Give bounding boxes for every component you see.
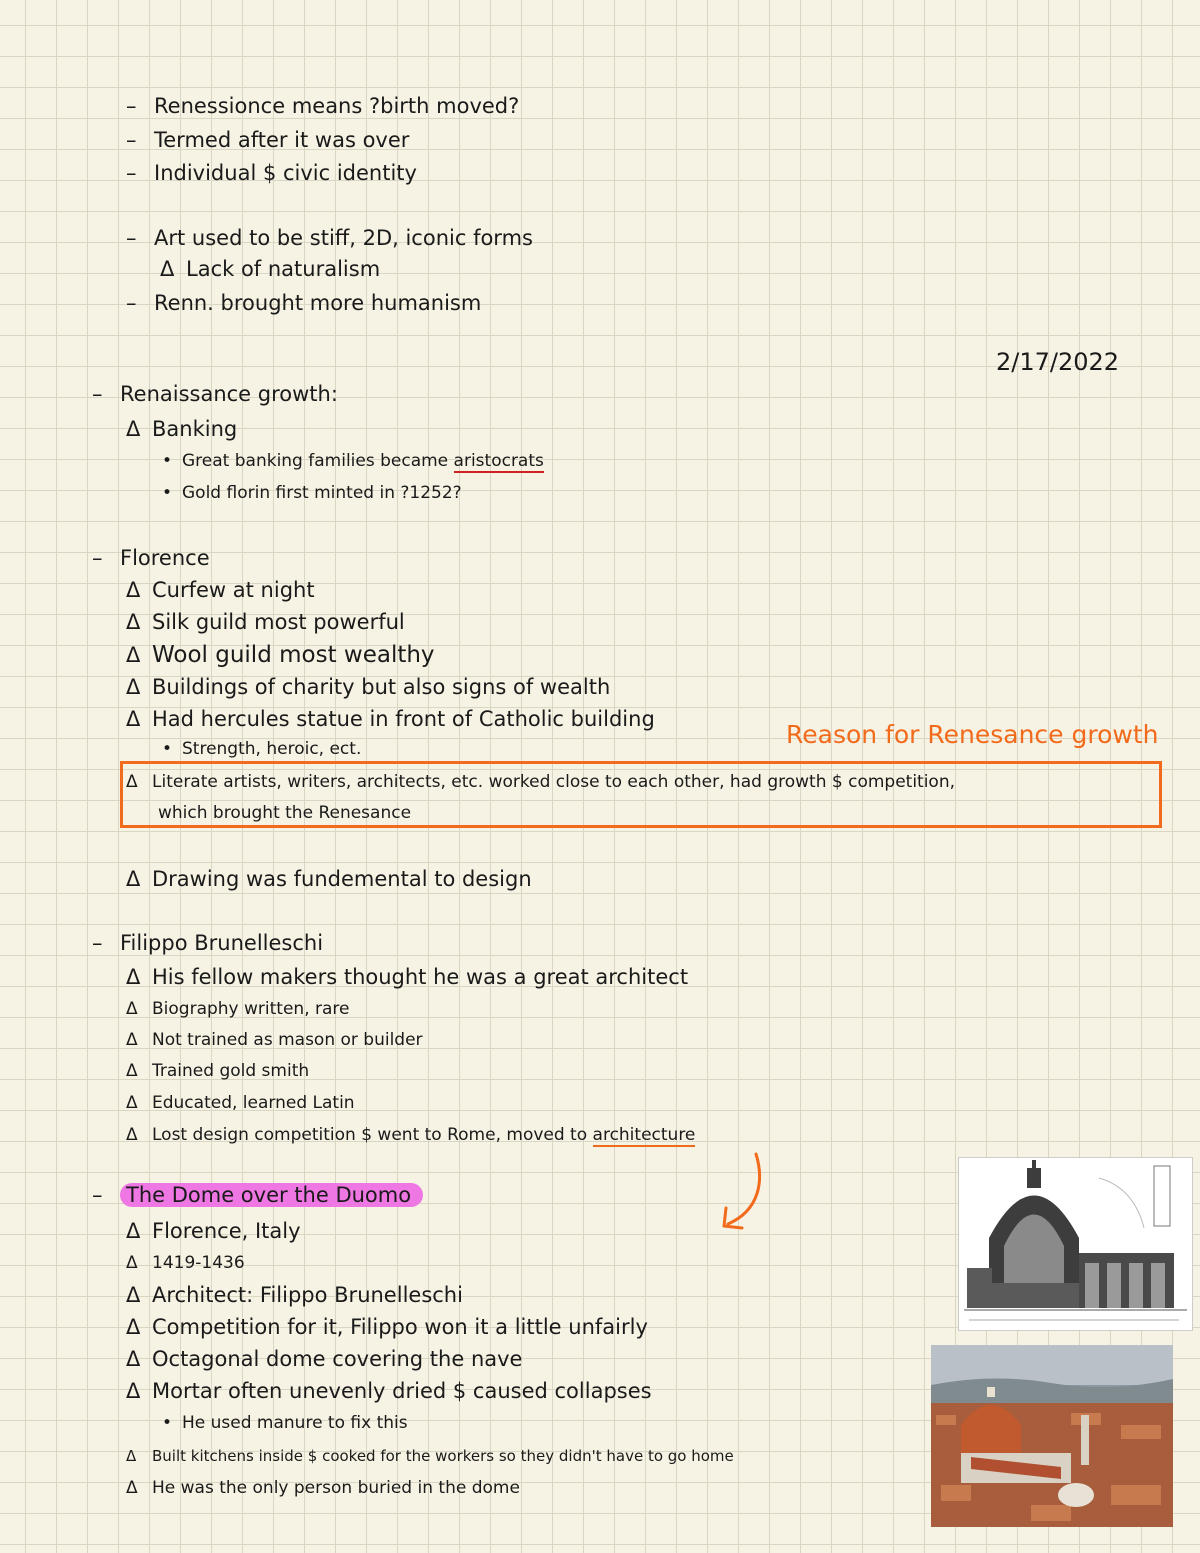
dome-item-text: Architect: Filippo Brunelleschi (152, 1283, 463, 1307)
triangle-icon: Δ (126, 1125, 138, 1145)
triangle-icon: Δ (126, 1253, 138, 1273)
dash-icon: – (92, 546, 103, 570)
dome-item (126, 1316, 648, 1339)
dash-icon: – (92, 931, 103, 955)
triangle-icon: Δ (126, 1447, 137, 1465)
reason-note: Reason for Renesance growth (786, 720, 1159, 749)
filippo-item (126, 1062, 309, 1081)
triangle-icon: Δ (126, 965, 141, 989)
dome-item-text: Mortar often unevenly dried $ caused collapses (152, 1379, 652, 1403)
triangle-icon: Δ (126, 1030, 138, 1050)
intro-line-6 (126, 292, 481, 315)
dash-icon: – (126, 291, 137, 315)
dome-item (126, 1348, 522, 1371)
florence-item-text: Wool guild most wealthy (152, 642, 435, 668)
dome-item-text: Florence, Italy (152, 1219, 301, 1243)
dash-icon: – (92, 1183, 103, 1207)
growth-bullet-text: Great banking families became (182, 451, 454, 471)
filippo-heading-text: Filippo Brunelleschi (120, 931, 324, 955)
intro-text: Individual $ civic identity (154, 161, 417, 185)
growth-heading-text: Renaissance growth: (120, 382, 338, 406)
dome-item-text: Built kitchens inside $ cooked for the workers so they didn't have to go home (152, 1447, 734, 1465)
dome-item (126, 1380, 652, 1403)
growth-heading (92, 383, 338, 406)
florence-aerial-photo (931, 1345, 1173, 1527)
florence-item (126, 643, 435, 668)
filippo-heading (92, 932, 323, 955)
dash-icon: – (92, 382, 103, 406)
triangle-icon: Δ (126, 1219, 141, 1243)
dome-item (126, 1284, 463, 1307)
dome-section-drawing (958, 1157, 1193, 1331)
dome-item-text: Octagonal dome covering the nave (152, 1347, 523, 1371)
dash-icon: – (126, 226, 137, 250)
reason-text: Literate artists, writers, architects, etc. worked close to each other, had growth $ competition, (152, 772, 956, 792)
curved-arrow-icon (712, 1150, 782, 1240)
bullet-icon: • (162, 739, 173, 759)
intro-line-4 (126, 227, 533, 250)
date-label: 2/17/2022 (996, 348, 1120, 376)
dome-item-text: Competition for it, Filippo won it a little unfairly (152, 1315, 648, 1339)
florence-heading (92, 547, 210, 570)
drawing-text: Drawing was fundemental to design (152, 867, 532, 891)
triangle-icon: Δ (126, 1379, 141, 1403)
filippo-item-text: Trained gold smith (152, 1061, 310, 1081)
dome-heading-text: The Dome over the Duomo (120, 1183, 423, 1207)
filippo-item (126, 1094, 355, 1113)
florence-item-text: Buildings of charity but also signs of wealth (152, 675, 611, 699)
reason-line-2: which brought the Renesance (158, 803, 412, 823)
triangle-icon: Δ (126, 1347, 141, 1371)
drawing-line (126, 868, 532, 891)
intro-line-5 (160, 258, 380, 281)
triangle-icon: Δ (126, 867, 141, 891)
intro-line-2 (126, 129, 409, 152)
dome-item (126, 1254, 245, 1273)
filippo-item-text: Biography written, rare (152, 999, 350, 1019)
intro-text: Art used to be stiff, 2D, iconic forms (154, 226, 533, 250)
dome-item (126, 1448, 734, 1465)
dome-bullet (162, 1414, 408, 1433)
filippo-item (126, 1031, 423, 1050)
bullet-icon: • (162, 483, 173, 503)
intro-text: Termed after it was over (154, 128, 410, 152)
triangle-icon: Δ (126, 1478, 138, 1498)
triangle-icon: Δ (126, 772, 138, 792)
dome-heading (92, 1184, 423, 1207)
florence-item-text: Had hercules statue in front of Catholic building (152, 707, 655, 731)
growth-bullet-text: Gold florin first minted in ?1252? (182, 483, 462, 503)
florence-heading-text: Florence (120, 546, 210, 570)
dash-icon: – (126, 94, 137, 118)
intro-text: Renn. brought more humanism (154, 291, 482, 315)
triangle-icon: Δ (126, 1315, 141, 1339)
intro-line-1 (126, 95, 519, 118)
triangle-icon: Δ (160, 257, 175, 281)
growth-bullet-2 (162, 484, 462, 503)
filippo-item (126, 1126, 695, 1145)
architecture-underlined: architecture (592, 1125, 696, 1145)
filippo-item-text: Lost design competition $ went to Rome, moved to (152, 1125, 593, 1145)
triangle-icon: Δ (126, 999, 138, 1019)
filippo-item-text: Not trained as mason or builder (152, 1030, 423, 1050)
triangle-icon: Δ (126, 675, 141, 699)
florence-item-text: Curfew at night (152, 578, 315, 602)
dash-icon: – (126, 161, 137, 185)
dome-item (126, 1479, 520, 1498)
triangle-icon: Δ (126, 417, 141, 441)
dome-bullet-text: He used manure to fix this (182, 1413, 408, 1433)
bullet-icon: • (162, 451, 173, 471)
florence-item-text: Silk guild most powerful (152, 610, 405, 634)
florence-bullet-text: Strength, heroic, ect. (182, 739, 362, 759)
triangle-icon: Δ (126, 707, 141, 731)
florence-bullet (162, 740, 361, 759)
filippo-item-text: His fellow makers thought he was a great architect (152, 965, 689, 989)
filippo-item (126, 966, 688, 989)
intro-text: Lack of naturalism (186, 257, 381, 281)
dome-item-text: He was the only person buried in the dome (152, 1478, 520, 1498)
triangle-icon: Δ (126, 610, 141, 634)
triangle-icon: Δ (126, 578, 141, 602)
dome-item (126, 1220, 301, 1243)
florence-item (126, 708, 655, 731)
florence-item (126, 611, 405, 634)
dash-icon: – (126, 128, 137, 152)
triangle-icon: Δ (126, 1061, 138, 1081)
florence-item (126, 579, 315, 602)
aristocrats-underlined: aristocrats (453, 451, 544, 471)
growth-sub (126, 418, 237, 441)
filippo-item (126, 1000, 349, 1019)
bullet-icon: • (162, 1413, 173, 1433)
dome-item-text: 1419-1436 (152, 1253, 245, 1273)
reason-line-1 (126, 773, 955, 792)
triangle-icon: Δ (126, 643, 141, 667)
triangle-icon: Δ (126, 1283, 141, 1307)
filippo-item-text: Educated, learned Latin (152, 1093, 355, 1113)
intro-line-3 (126, 162, 417, 185)
intro-text: Renessionce means ?birth moved? (154, 94, 520, 118)
triangle-icon: Δ (126, 1093, 138, 1113)
florence-item (126, 676, 610, 699)
growth-bullet-1 (162, 452, 544, 471)
growth-sub-text: Banking (152, 417, 238, 441)
